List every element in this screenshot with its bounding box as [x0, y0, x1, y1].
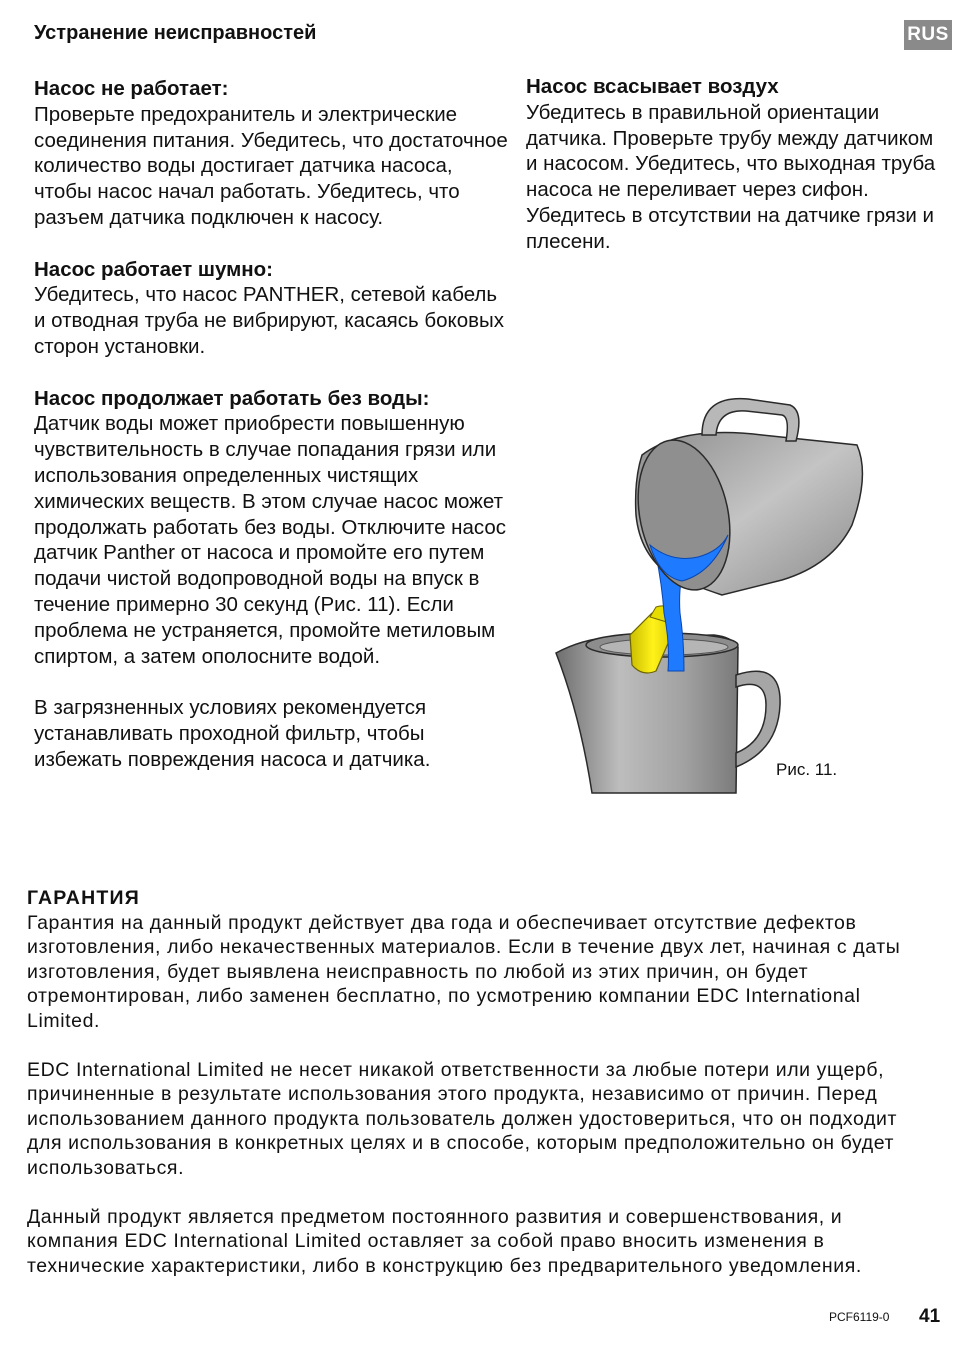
section-pump-noisy — [34, 257, 509, 360]
left-column — [34, 76, 509, 798]
section-heading: Насос работает шумно: — [34, 257, 273, 281]
page-title: Устранение неисправностей — [34, 22, 317, 44]
section-pump-not-working — [34, 76, 509, 231]
warranty-paragraph-3: Данный продукт является предметом постоянного развития и совершенствования, и компания EDC International Limited оставляет за собой право вносить изменения в технические характеристики, либо в конструкцию без предварительного уведомления. — [27, 1205, 862, 1277]
warranty-paragraph-1: Гарантия на данный продукт действует два года и обеспечивает отсутствие дефектов изготовления, либо некачественных материалов. Если в течение двух лет, начиная с даты изготовления, будет выявлена неисправность по любой из этих причин, он будет отремонтирован, либо заменен бесплатно, по усмотрению компании EDC International Limited. — [27, 911, 901, 1032]
section-pump-runs-dry — [34, 386, 509, 670]
page-number: 41 — [919, 1306, 941, 1327]
document-code: PCF6119-0 — [829, 1310, 890, 1324]
figure-caption: Рис. 11. — [776, 760, 838, 779]
section-text: Убедитесь в правильной ориентации датчика. Проверьте трубу между датчиком и насосом. Убедитесь, что выходная труба насоса не переливает через сифон. Убедитесь в отсутствии на датчике грязи и плесени. — [526, 100, 936, 253]
section-text: Проверьте предохранитель и электрические соединения питания. Убедитесь, что достаточное количество воды достигает датчика насоса, чтобы насос начал работать. Убедитесь, что разъем датчика подключен к насосу. — [34, 102, 508, 229]
warranty-paragraph-2: EDC International Limited не несет никакой ответственности за любые потери или ущерб, причиненные в результате использования этого продукта, независимо от причин. Перед использованием данного продукта пользователь должен удостовериться, что он подходит для использования в конкретных целях и в способе, которым предположительно он будет использоваться. — [27, 1058, 898, 1179]
section-filter-advice — [34, 695, 509, 772]
section-heading: Насос всасывает воздух — [526, 75, 779, 98]
section-text: Датчик воды может приобрести повышенную чувствительность в случае попадания грязи или использования определенных чистящих химических веществ. В этом случае насос может продолжать работать без воды. Отключите насос датчик Panther от насоса и промойте его путем подачи чистой водопроводной воды на впуск в течение примерно 30 секунд (Рис. 11). Если проблема не устраняется, промойте метиловым спиртом, а затем ополосните водой. — [34, 412, 507, 668]
section-text: В загрязненных условиях рекомендуется устанавливать проходной фильтр, чтобы избежать повреждения насоса и датчика. — [34, 696, 431, 771]
language-badge: RUS — [904, 20, 952, 50]
upper-jug — [625, 399, 862, 599]
section-text: Убедитесь, что насос PANTHER, сетевой кабель и отводная труба не вибрируют, касаясь боковых сторон установки. — [34, 283, 505, 358]
section-heading: Насос продолжает работать без воды: — [34, 386, 430, 410]
section-pump-sucks-air — [526, 74, 936, 255]
warranty-section — [27, 886, 927, 1303]
warranty-heading: ГАРАНТИЯ — [27, 887, 140, 909]
figure-flushing-sensor — [552, 385, 882, 795]
right-column — [526, 74, 936, 280]
section-heading: Насос не работает: — [34, 77, 229, 100]
